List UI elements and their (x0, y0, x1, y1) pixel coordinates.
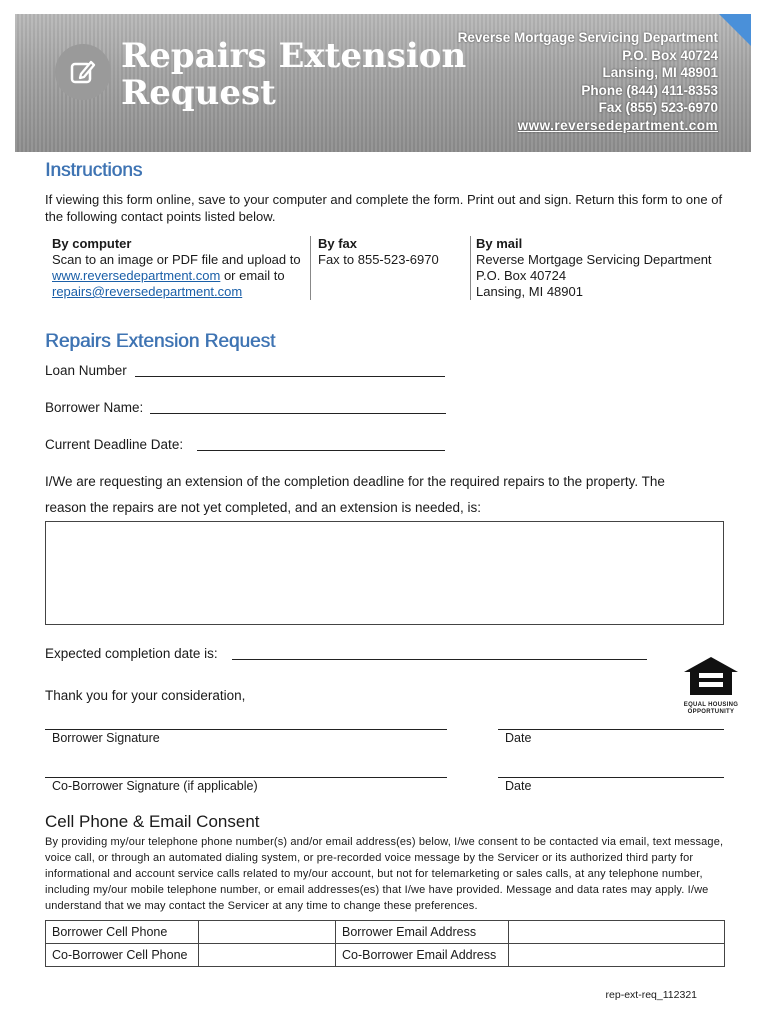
divider (310, 236, 311, 300)
coborrower-signature-label: Co-Borrower Signature (if applicable) (52, 779, 258, 793)
borrower-cell-input[interactable] (199, 921, 336, 944)
header-contact (458, 29, 718, 134)
instructions-heading: Instructions (45, 160, 143, 181)
borrower-email-input[interactable] (509, 921, 725, 944)
consent-text: By providing my/our telephone phone number(s) and/or email address(es) below, I/we consent to be contacted via email, text message, voice call, or through an automated dialing system, or pre-recorded voice message by the Servicer or its authorized third party for informational and account service calls related to my/our account, but not for telemarketing or sales calls, at any telephone number, including my/our mobile telephone number, or email addresses(es) that I/we have provided. Message and data rates may apply. I/we understand that we may contact the Servicer at any time to change these preferences. (45, 836, 724, 912)
date-label-1: Date (505, 731, 532, 745)
borrower-signature-line[interactable] (45, 729, 447, 730)
equal-housing-icon (682, 655, 740, 697)
by-computer: By computer Scan to an image or PDF file and upload to www.reversedepartment.com or email to repairs@reversedepartment.com (52, 236, 301, 299)
email-link[interactable]: repairs@reversedepartment.com (52, 284, 243, 299)
expected-completion-field[interactable] (232, 659, 647, 660)
by-mail: By mail Reverse Mortgage Servicing Department P.O. Box 40724 Lansing, MI 48901 (476, 236, 712, 299)
coborrower-cell-input[interactable] (199, 944, 336, 967)
borrower-name-field[interactable] (150, 413, 446, 414)
website-link-2[interactable]: www.reversedepartment.com (52, 268, 221, 283)
coborrower-email-input[interactable] (509, 944, 725, 967)
equal-housing-logo: EQUAL HOUSING OPPORTUNITY (682, 655, 740, 715)
reason-textarea[interactable] (45, 521, 724, 625)
borrower-signature-label: Borrower Signature (52, 731, 160, 745)
coborrower-cell-label: Co-Borrower Cell Phone (46, 944, 199, 967)
table-row (46, 921, 725, 944)
current-deadline-label: Current Deadline Date: (45, 437, 184, 452)
current-deadline-field[interactable] (197, 450, 445, 451)
contact-table (45, 920, 725, 967)
form-code: rep-ext-req_112321 (605, 989, 697, 1001)
city: Lansing, MI 48901 (602, 65, 718, 80)
date-line-2[interactable] (498, 777, 724, 778)
loan-number-field[interactable] (135, 376, 445, 377)
divider (470, 236, 471, 300)
thanks-text: Thank you for your consideration, (45, 688, 246, 703)
statement-line2: reason the repairs are not yet completed, and an extension is needed, is: (45, 500, 482, 515)
borrower-name-label: Borrower Name: (45, 400, 144, 415)
statement-line1: I/We are requesting an extension of the completion deadline for the required repairs to the property. The (45, 474, 665, 489)
header-banner (15, 14, 751, 152)
po-box: P.O. Box 40724 (622, 47, 718, 63)
borrower-cell-label: Borrower Cell Phone (46, 921, 199, 944)
loan-number-label: Loan Number (45, 363, 127, 378)
date-label-2: Date (505, 779, 532, 793)
coborrower-signature-line[interactable] (45, 777, 447, 778)
phone: Phone (844) 411-8353 (581, 82, 718, 98)
by-fax: By fax Fax to 855-523-6970 (318, 236, 439, 267)
instructions-text: If viewing this form online, save to your computer and complete the form. Print out and sign. Return this form to one of the following contact points listed below. (45, 192, 723, 224)
borrower-email-label: Borrower Email Address (336, 921, 509, 944)
corner-accent (719, 14, 751, 46)
website-link[interactable]: www.reversedepartment.com (517, 117, 718, 133)
expected-completion-label: Expected completion date is: (45, 646, 218, 661)
fax: Fax (855) 523-6970 (598, 100, 718, 115)
edit-icon (55, 44, 111, 100)
table-row (46, 944, 725, 967)
request-heading: Repairs Extension Request (45, 331, 276, 352)
date-line-1[interactable] (498, 729, 724, 730)
page-title: Repairs Extension Request (121, 36, 467, 113)
consent-heading: Cell Phone & Email Consent (45, 812, 260, 831)
coborrower-email-label: Co-Borrower Email Address (336, 944, 509, 967)
dept-name: Reverse Mortgage Servicing Department (457, 30, 718, 45)
